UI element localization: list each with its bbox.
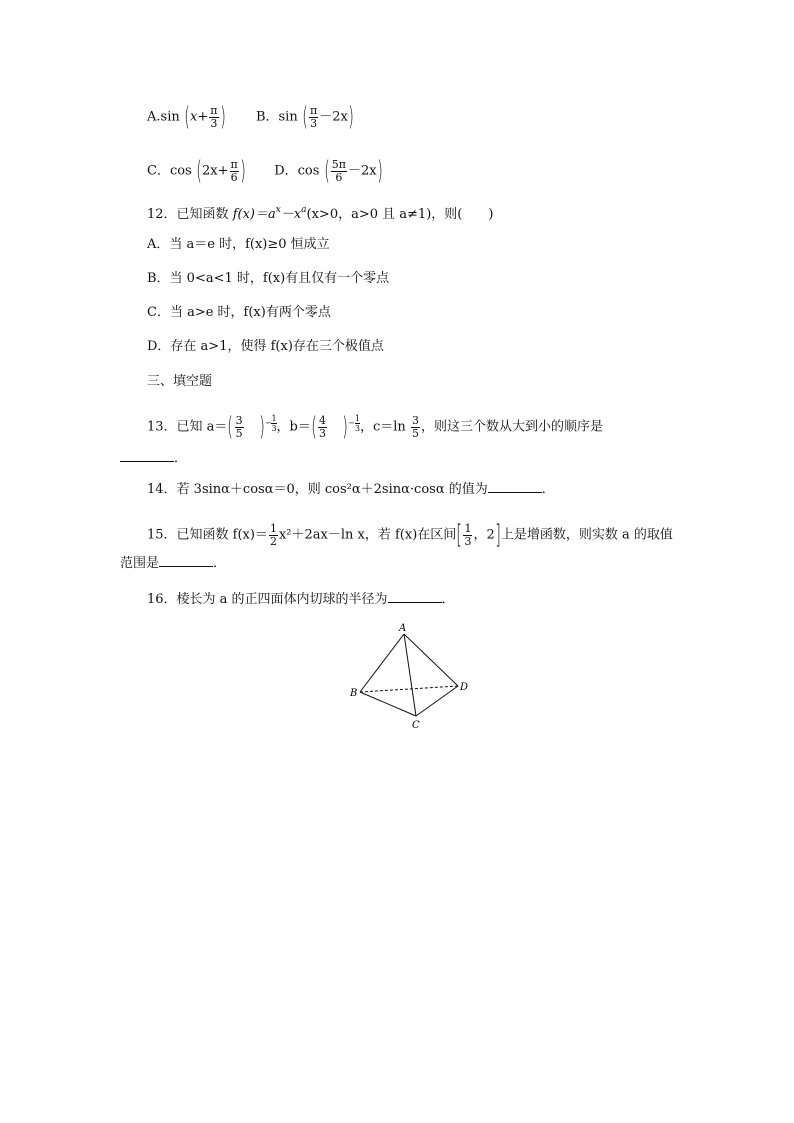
q12-option-c: C．当 a>e 时，f(x)有两个零点 bbox=[147, 305, 331, 320]
q13-prefix: 13．已知 a＝ bbox=[147, 419, 228, 435]
q11-option-a-fraction bbox=[209, 105, 218, 130]
q11-option-c-label: C． bbox=[147, 163, 170, 179]
q15-stem bbox=[147, 522, 673, 548]
q11-option-d-fn: cos bbox=[297, 163, 320, 179]
paren-left: ( bbox=[302, 102, 308, 132]
q12-stem bbox=[147, 201, 493, 224]
q11-option-c-d-row bbox=[147, 158, 383, 184]
paren-right: ) bbox=[240, 156, 246, 186]
q15-interval-den: 3 bbox=[464, 534, 472, 548]
q15-den: 2 bbox=[269, 534, 277, 548]
q13-exp-den: 3 bbox=[354, 424, 360, 433]
q15-fraction bbox=[269, 523, 278, 548]
q16-answer-blank[interactable] bbox=[388, 590, 442, 603]
q11-option-d-fraction bbox=[331, 159, 347, 184]
vertex-label-a: A bbox=[399, 623, 407, 634]
q11-option-c-num: π bbox=[230, 157, 238, 171]
q12-stem-sup: a bbox=[301, 205, 307, 215]
q11-option-b-fraction bbox=[309, 105, 318, 130]
paren-right: ) bbox=[342, 412, 348, 442]
q13-b-den: 3 bbox=[319, 426, 327, 440]
q14-stem bbox=[147, 480, 555, 499]
q15-line2-text: 范围是 bbox=[120, 556, 160, 571]
q11-option-a-var: x bbox=[190, 109, 198, 125]
q13-exp-num: 1 bbox=[271, 414, 277, 423]
q13-answer-blank[interactable] bbox=[120, 449, 174, 462]
q11-option-d-den: 6 bbox=[335, 170, 343, 184]
q15-mid: x²＋2ax－ln x，若 f(x)在区间 bbox=[278, 527, 457, 543]
q15-interval-num: 1 bbox=[464, 521, 472, 535]
q13-b-num: 4 bbox=[319, 413, 327, 427]
q11-option-c-fn: cos bbox=[169, 163, 192, 179]
q12-option-a: A．当 a＝e 时，f(x)≥0 恒成立 bbox=[147, 237, 330, 252]
paren-left: ( bbox=[196, 156, 202, 186]
q11-option-c-pre: 2x bbox=[202, 163, 218, 179]
tetrahedron-figure bbox=[340, 620, 480, 735]
q11-option-d-post: －2x bbox=[347, 163, 377, 179]
q13-a-exponent: − $\frac{1}{3}$ bbox=[264, 414, 277, 433]
q11-option-c-op: + bbox=[217, 163, 229, 179]
bracket-left: [ bbox=[456, 520, 463, 550]
q14-end: ． bbox=[541, 482, 555, 497]
q13-c-num: 3 bbox=[411, 413, 419, 427]
edge-ac bbox=[404, 634, 416, 716]
q11-option-b-post: －2x bbox=[319, 109, 348, 125]
paren-left: ( bbox=[184, 102, 190, 132]
paren-left: ( bbox=[311, 412, 317, 442]
section-heading: 三、填空题 bbox=[147, 374, 213, 389]
q15-interval-fraction bbox=[463, 523, 472, 548]
q13-b-fraction bbox=[318, 415, 327, 440]
q15-line2 bbox=[120, 554, 226, 573]
edge-bc bbox=[360, 692, 416, 716]
edge-cd bbox=[416, 686, 458, 716]
q13-end: ． bbox=[174, 451, 188, 466]
q15-answer-blank[interactable] bbox=[159, 554, 213, 567]
q12-stem-part: 12．已知函数 bbox=[147, 207, 229, 222]
vertex-label-b: B bbox=[350, 688, 358, 699]
paren-right: ) bbox=[258, 412, 265, 442]
q11-option-d-label: D． bbox=[274, 163, 298, 179]
q16-text: 16．棱长为 a 的正四面体内切球的半径为 bbox=[147, 592, 388, 607]
q13-sep-c: ，c＝ln bbox=[359, 419, 406, 435]
q15-suffix: 上是增函数，则实数 a 的取值 bbox=[500, 527, 673, 543]
q13-a-den: 5 bbox=[235, 426, 243, 440]
q12-option-d: D．存在 a>1，使得 f(x)存在三个极值点 bbox=[147, 339, 384, 354]
q15-prefix: 15．已知函数 f(x)＝ bbox=[147, 527, 268, 543]
q11-option-c-fraction bbox=[230, 159, 239, 184]
paren-right: ) bbox=[348, 102, 354, 132]
q16-end: ． bbox=[441, 592, 455, 607]
q11-option-a-den: 3 bbox=[210, 116, 218, 130]
q14-answer-blank[interactable] bbox=[488, 480, 542, 493]
q11-option-b-num: π bbox=[310, 103, 318, 117]
q12-stem-sup: x bbox=[275, 205, 281, 215]
q13-exp-den: 3 bbox=[271, 424, 277, 433]
q11-option-b-fn: sin bbox=[278, 109, 298, 125]
q11-option-a-b-row bbox=[147, 104, 354, 130]
q13-a-num: 3 bbox=[235, 413, 243, 427]
q15-interval-end: ，2 bbox=[473, 527, 495, 543]
q16-stem bbox=[147, 590, 455, 609]
q13-suffix: ，则这三个数从大到小的顺序是 bbox=[420, 419, 603, 435]
q15-num: 1 bbox=[269, 521, 277, 535]
edge-bd-hidden bbox=[360, 686, 458, 692]
q11-option-a-op: + bbox=[197, 109, 209, 125]
bracket-right: ] bbox=[495, 520, 501, 550]
q13-sep-b: ，b＝ bbox=[276, 419, 311, 435]
q14-text: 14．若 3sinα＋cosα＝0，则 cos²α＋2sinα·cosα 的值为 bbox=[147, 482, 488, 497]
q13-stem bbox=[147, 414, 603, 440]
edge-ab bbox=[360, 634, 404, 692]
q11-option-a-fn: sin bbox=[160, 109, 180, 125]
q12-stem-minus: －x bbox=[280, 207, 302, 222]
edge-ad bbox=[404, 634, 458, 686]
q11-option-b-label: B． bbox=[255, 109, 279, 125]
q11-option-b-den: 3 bbox=[310, 116, 318, 130]
q13-answer-line bbox=[120, 449, 187, 468]
q11-option-c-den: 6 bbox=[230, 170, 238, 184]
paren-left: ( bbox=[323, 156, 330, 186]
q15-end: ． bbox=[213, 556, 227, 571]
q12-stem-condition: (x>0，a>0 且 a≠1)，则( ) bbox=[306, 207, 494, 222]
q13-exp-num: 1 bbox=[354, 414, 360, 423]
vertex-label-d: D bbox=[460, 682, 469, 693]
vertex-label-c: C bbox=[412, 720, 420, 731]
q13-c-fraction bbox=[411, 415, 420, 440]
q13-a-fraction bbox=[235, 415, 244, 440]
q11-option-a-label: A. bbox=[147, 109, 161, 125]
q11-option-a-num: π bbox=[210, 103, 218, 117]
paren-right: ) bbox=[376, 156, 383, 186]
q13-c-den: 5 bbox=[411, 426, 419, 440]
q12-stem-function: f(x)＝a bbox=[232, 207, 276, 222]
paren-left: ( bbox=[227, 412, 234, 442]
q11-option-d-num: 5π bbox=[331, 157, 346, 171]
q13-b-exponent: − $\frac{1}{3}$ bbox=[348, 414, 360, 433]
q12-option-b: B．当 0<a<1 时，f(x)有且仅有一个零点 bbox=[147, 271, 390, 286]
paren-right: ) bbox=[219, 102, 226, 132]
